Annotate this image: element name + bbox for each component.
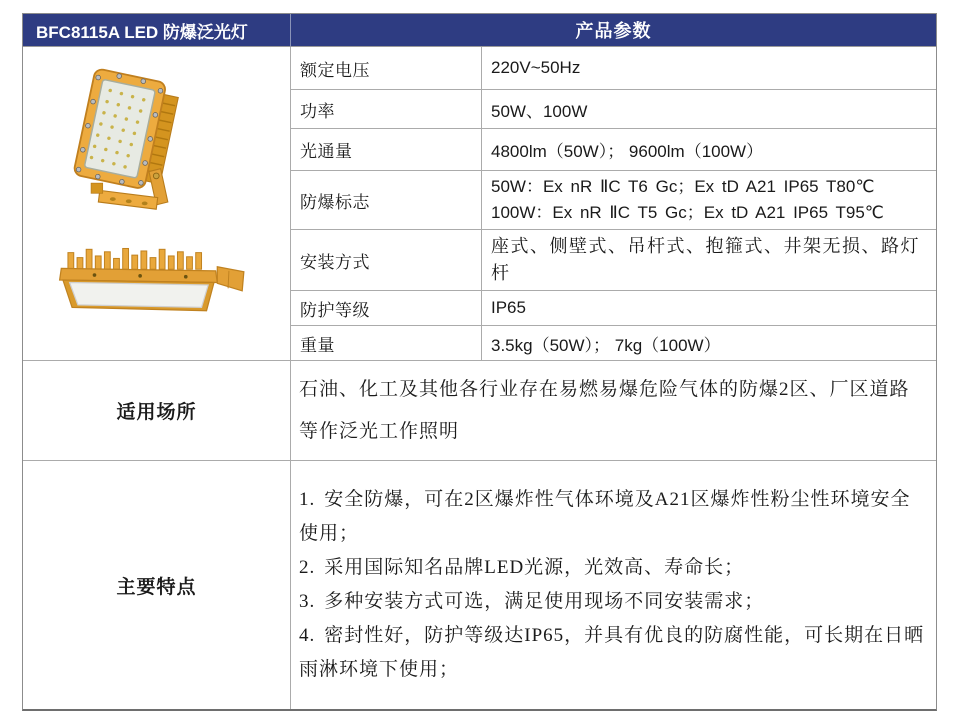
floodlight-front-view-image: [65, 63, 199, 215]
spec-label-ip-rating: 防护等级: [291, 291, 482, 326]
spec-value-power: 50W、100W: [482, 90, 936, 129]
product-title: BFC8115A LED 防爆泛光灯: [23, 14, 291, 47]
spec-value-weight: 3.5kg（50W）； 7kg（100W）: [482, 326, 936, 361]
feature-item-2: 2. 采用国际知名品牌LED光源，光效高、寿命长；: [299, 557, 745, 578]
ex-marking-50w: 50W：Ex nR ⅡC T6 Gc；Ex tD A21 IP65 T80℃: [491, 177, 875, 196]
spec-value-luminous-flux: 4800lm（50W）； 9600lm（100W）: [482, 129, 936, 171]
spec-label-rated-voltage: 额定电压: [291, 47, 482, 90]
spec-label-mounting: 安装方式: [291, 230, 482, 291]
product-image-cell: [23, 47, 291, 361]
spec-label-luminous-flux: 光通量: [291, 129, 482, 171]
features-text-cell: [291, 461, 936, 709]
spec-table: [22, 13, 937, 711]
ex-marking-100w: 100W：Ex nR ⅡC T5 Gc；Ex tD A21 IP65 T95℃: [491, 203, 884, 222]
application-label: 适用场所: [23, 361, 291, 461]
floodlight-side-view-image: [53, 241, 248, 324]
features-label: 主要特点: [23, 461, 291, 709]
application-text: 石油、化工及其他各行业存在易燃易爆危险气体的防爆2区、厂区道路等作泛光工作照明: [299, 378, 910, 442]
spec-label-weight: 重量: [291, 326, 482, 361]
spec-value-ex-marking: [482, 171, 936, 230]
feature-item-1: 1. 安全防爆，可在2区爆炸性气体环境及A21区爆炸性粉尘性环境安全使用；: [299, 489, 911, 544]
params-title: 产品参数: [291, 14, 936, 47]
spec-value-rated-voltage: 220V~50Hz: [482, 47, 936, 90]
spec-label-ex-marking: 防爆标志: [291, 171, 482, 230]
spec-label-power: 功率: [291, 90, 482, 129]
spec-value-ip-rating: IP65: [482, 291, 936, 326]
application-text-cell: [291, 361, 936, 461]
feature-item-3: 3. 多种安装方式可选，满足使用现场不同安装需求；: [299, 591, 765, 612]
spec-value-mounting: 座式、侧壁式、吊杆式、抱箍式、井架无损、路灯杆: [482, 230, 936, 291]
feature-item-4: 4. 密封性好，防护等级达IP65，并具有优良的防腐性能，可长期在日晒雨淋环境下使用；: [299, 625, 925, 680]
